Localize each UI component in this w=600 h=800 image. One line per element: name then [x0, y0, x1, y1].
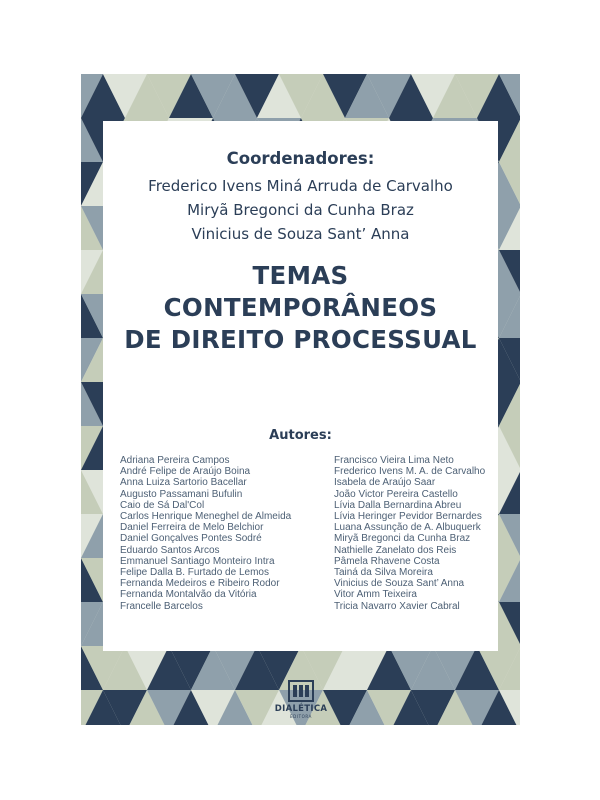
- coordinator-name: Miryã Bregonci da Cunha Braz: [187, 201, 414, 219]
- author-name: Daniel Gonçalves Pontes Sodré: [120, 533, 262, 545]
- dialetica-logo-icon: [288, 680, 314, 702]
- author-name: Tricia Navarro Xavier Cabral: [334, 600, 460, 612]
- author-name: Francelle Barcelos: [120, 600, 203, 612]
- authors-list-left: [120, 455, 291, 612]
- author-name: Daniel Ferreira de Melo Belchior: [120, 522, 264, 534]
- coordinator-name: Frederico Ivens Miná Arruda de Carvalho: [148, 177, 453, 195]
- book-title-line: CONTEMPORÂNEOS: [163, 293, 438, 322]
- book-title-line: DE DIREITO PROCESSUAL: [124, 325, 477, 354]
- publisher-logo: [262, 680, 340, 719]
- author-name: Luana Assunção de A. Albuquerk: [334, 522, 481, 534]
- author-name: João Victor Pereira Castello: [334, 488, 458, 500]
- author-name: Fernanda Montalvão da Vitória: [120, 589, 257, 601]
- author-name: André Felipe de Araújo Boina: [120, 466, 251, 478]
- author-name: Francisco Vieira Lima Neto: [334, 455, 454, 466]
- author-name: Frederico Ivens M. A. de Carvalho: [334, 466, 486, 478]
- publisher-name: DIALÉTICA: [274, 704, 328, 714]
- author-name: Lívia Heringer Pevidor Bernardes: [334, 511, 482, 523]
- author-name: Caio de Sá Dal'Col: [120, 499, 205, 511]
- author-name: Miryã Bregonci da Cunha Braz: [334, 533, 471, 545]
- author-name: Fernanda Medeiros e Ribeiro Rodor: [120, 578, 280, 590]
- author-name: Isabela de Araújo Saar: [334, 477, 436, 489]
- author-name: Emmanuel Santiago Monteiro Intra: [120, 555, 275, 567]
- authors-list-right: [334, 455, 485, 612]
- author-name: Anna Luiza Sartorio Bacellar: [120, 477, 247, 489]
- coordinator-name: Vinicius de Souza Sant’ Anna: [191, 225, 410, 243]
- author-name: Pâmela Rhavene Costa: [334, 555, 440, 567]
- author-name: Carlos Henrique Meneghel de Almeida: [120, 511, 292, 523]
- book-cover: [81, 74, 520, 725]
- authors-heading: Autores:: [269, 428, 332, 443]
- cover-text-panel: [103, 121, 498, 651]
- author-name: Tainá da Silva Moreira: [334, 567, 433, 579]
- book-title-line: TEMAS: [252, 261, 349, 290]
- author-name: Vitor Amm Teixeira: [334, 589, 417, 601]
- publisher-subtitle: EDITORA: [290, 714, 312, 719]
- author-name: Lívia Dalla Bernardina Abreu: [334, 499, 462, 511]
- author-name: Vinicius de Souza Sant’ Anna: [334, 578, 465, 590]
- coordinators-heading: Coordenadores:: [226, 149, 375, 168]
- author-name: Nathielle Zanelato dos Reis: [334, 544, 457, 556]
- author-name: Felipe Dalla B. Furtado de Lemos: [120, 567, 269, 579]
- author-name: Augusto Passamani Bufulin: [120, 488, 243, 500]
- author-name: Adriana Pereira Campos: [120, 455, 230, 466]
- author-name: Eduardo Santos Arcos: [120, 544, 220, 556]
